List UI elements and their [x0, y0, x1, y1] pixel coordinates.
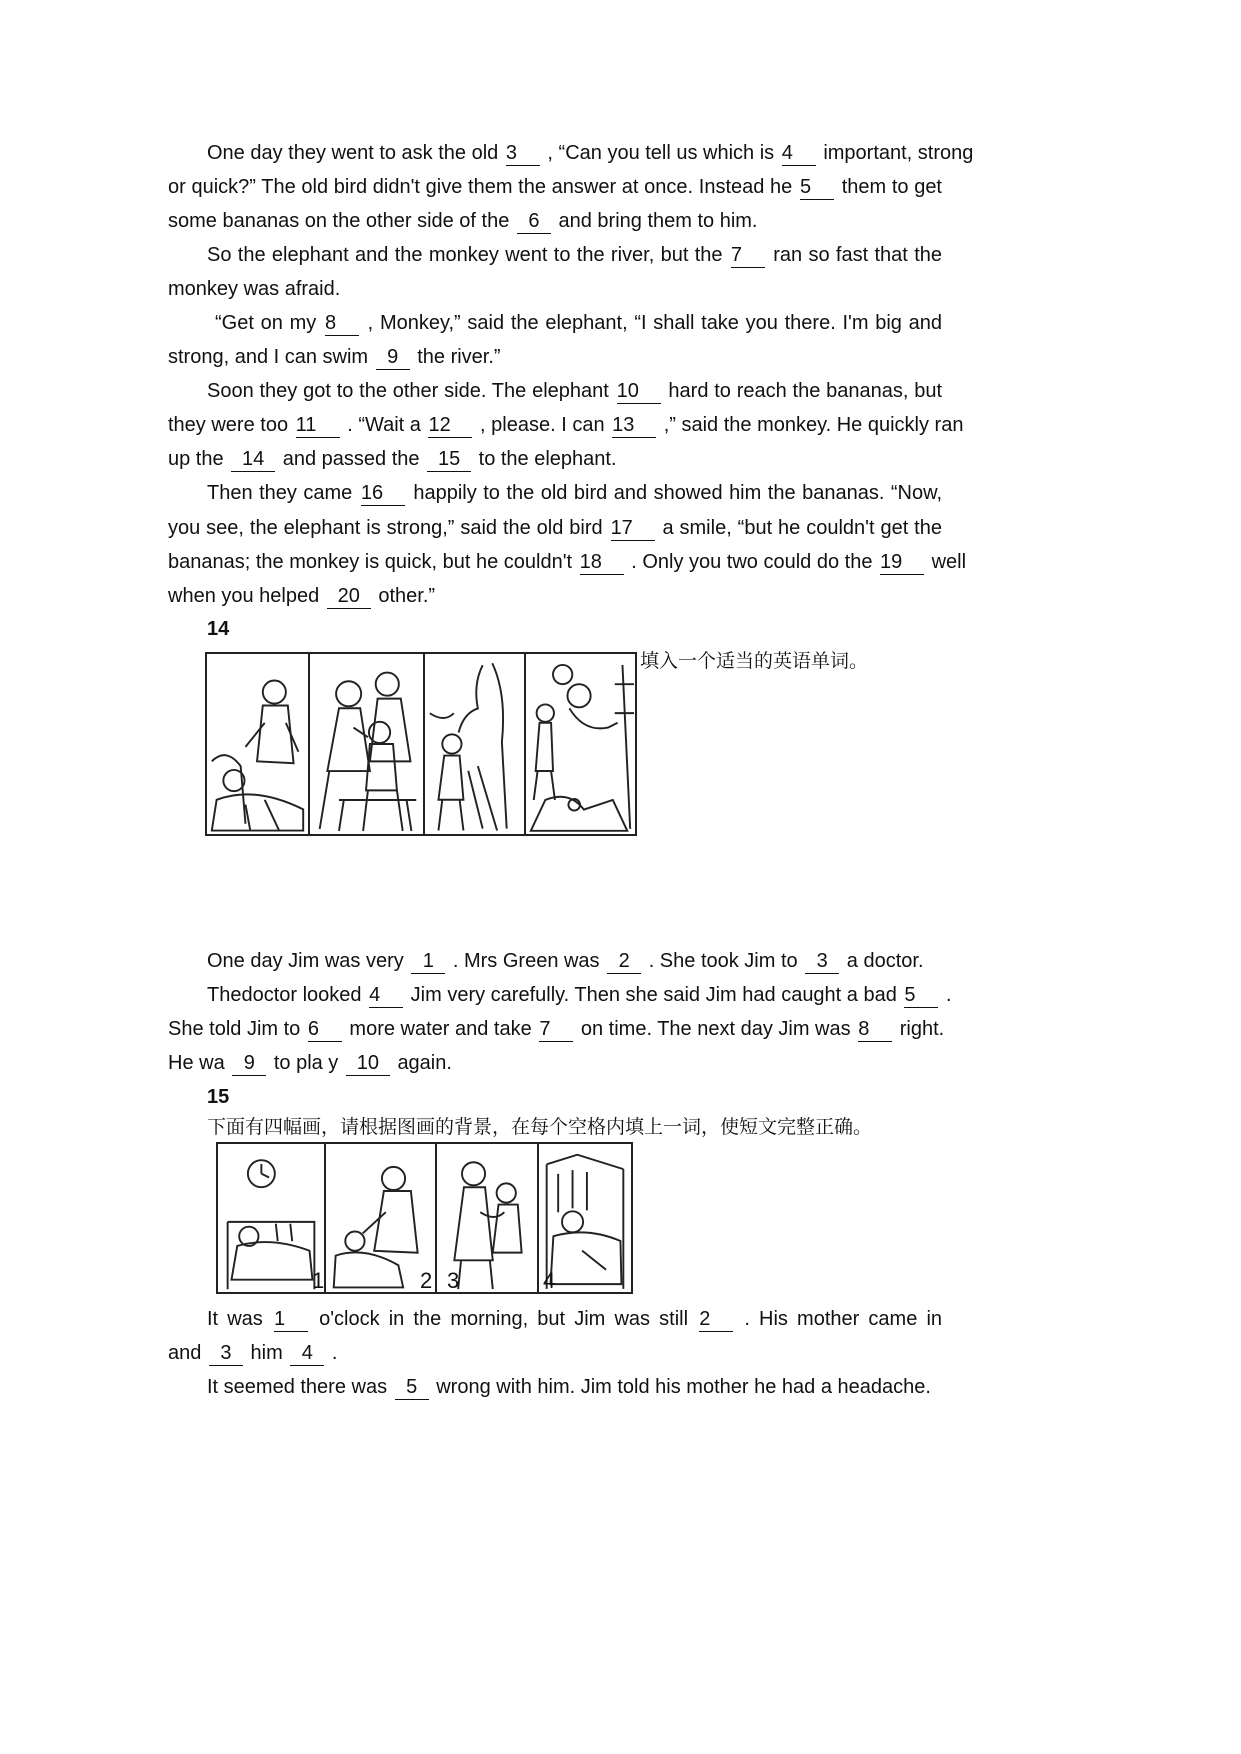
answer-blank-3[interactable]: 3: [805, 949, 839, 974]
text-line: [207, 136, 974, 170]
text-segment: and: [168, 1342, 202, 1364]
answer-blank-5[interactable]: 5: [904, 983, 938, 1008]
text-line: [168, 1336, 337, 1370]
q14-panel-boys-playing: [524, 652, 637, 836]
text-segment: .: [945, 984, 952, 1006]
text-segment: him: [250, 1342, 283, 1364]
text-segment: She told Jim to: [168, 1018, 301, 1040]
text-segment: . She took Jim to: [648, 950, 798, 972]
text-segment: a smile, “but he couldn't get the: [662, 517, 942, 539]
text-segment: “Get on my: [215, 312, 317, 334]
question-14-instruction: 填入一个适当的英语单词。: [640, 650, 869, 672]
answer-blank-8[interactable]: 8: [858, 1017, 892, 1042]
text-segment: to the elephant.: [478, 448, 617, 470]
q14-panel-sick-boy: [205, 652, 310, 836]
text-segment: strong, and I can swim: [168, 346, 369, 368]
answer-blank-20[interactable]: 20: [327, 584, 371, 609]
q15-panel-label-3: 3: [447, 1268, 460, 1293]
text-segment: Then they came: [207, 482, 353, 504]
answer-blank-12[interactable]: 12: [428, 413, 472, 438]
answer-blank-4[interactable]: 4: [782, 141, 816, 166]
answer-blank-6[interactable]: 6: [517, 209, 551, 234]
text-line: [168, 511, 942, 545]
q15-panel-label-4: 4: [543, 1268, 556, 1293]
text-segment: bananas; the monkey is quick, but he couldn't: [168, 551, 573, 573]
q15-panel-1-clock-bed: [216, 1142, 326, 1294]
answer-blank-18[interactable]: 18: [580, 550, 624, 575]
text-line: [168, 579, 435, 613]
text-segment: .: [331, 1342, 338, 1364]
text-line: [207, 1370, 931, 1404]
q14-panel-doctor-visit: [308, 652, 425, 836]
question-number-14: 14: [207, 618, 230, 640]
text-segment: or quick?” The old bird didn't give them the answer at once. Instead he: [168, 176, 793, 198]
text-segment: . His mother came in: [744, 1308, 943, 1330]
answer-blank-17[interactable]: 17: [611, 516, 655, 541]
answer-blank-5[interactable]: 5: [395, 1375, 429, 1400]
text-line: [215, 306, 942, 340]
text-segment: important, strong: [823, 142, 974, 164]
text-segment: they were too: [168, 414, 289, 436]
text-segment: Thedoctor looked: [207, 984, 362, 1006]
answer-blank-19[interactable]: 19: [880, 550, 924, 575]
text-segment: . Mrs Green was: [452, 950, 600, 972]
text-line: [168, 442, 617, 476]
answer-blank-1[interactable]: 1: [411, 949, 445, 974]
answer-blank-7[interactable]: 7: [731, 243, 765, 268]
text-line: [168, 340, 501, 374]
text-segment: a doctor.: [846, 950, 924, 972]
text-segment: So the elephant and the monkey went to the river, but the: [207, 244, 723, 266]
text-segment: He wa: [168, 1052, 225, 1074]
answer-blank-2[interactable]: 2: [607, 949, 641, 974]
answer-blank-15[interactable]: 15: [427, 447, 471, 472]
text-segment: and passed the: [282, 448, 420, 470]
text-segment: well: [931, 551, 967, 573]
text-segment: up the: [168, 448, 224, 470]
answer-blank-10[interactable]: 10: [346, 1051, 390, 1076]
text-segment: Soon they got to the other side. The elephant: [207, 380, 609, 402]
answer-blank-16[interactable]: 16: [361, 481, 405, 506]
text-segment: It seemed there was: [207, 1376, 388, 1398]
text-line: [207, 374, 942, 408]
text-line: [207, 476, 942, 510]
text-line: [168, 272, 340, 306]
text-segment: when you helped: [168, 585, 320, 607]
question-15-instruction: 下面有四幅画，请根据图画的背景，在每个空格内填上一词，使短文完整正确。: [207, 1116, 873, 1138]
text-segment: . “Wait a: [347, 414, 421, 436]
answer-blank-11[interactable]: 11: [296, 413, 340, 438]
text-segment: happily to the old bird and showed him the bananas. “Now,: [413, 482, 943, 504]
text-line: [207, 978, 952, 1012]
text-line: [168, 1012, 945, 1046]
answer-blank-9[interactable]: 9: [376, 345, 410, 370]
text-segment: ,” said the monkey. He quickly ran: [663, 414, 964, 436]
q14-picture-strip: [205, 652, 637, 836]
text-line: [168, 408, 964, 442]
text-segment: them to get: [841, 176, 942, 198]
answer-blank-5[interactable]: 5: [800, 175, 834, 200]
answer-blank-13[interactable]: 13: [612, 413, 656, 438]
text-segment: , “Can you tell us which is: [547, 142, 775, 164]
answer-blank-1[interactable]: 1: [274, 1307, 308, 1332]
text-segment: some bananas on the other side of the: [168, 210, 510, 232]
text-segment: One day Jim was very: [207, 950, 404, 972]
text-segment: to pla y: [273, 1052, 339, 1074]
text-segment: It was: [207, 1308, 263, 1330]
text-line: [168, 170, 942, 204]
answer-blank-4[interactable]: 4: [290, 1341, 324, 1366]
text-line: [168, 1046, 452, 1080]
text-segment: wrong with him. Jim told his mother he had a headache.: [436, 1376, 931, 1398]
text-segment: o'clock in the morning, but Jim was still: [319, 1308, 689, 1330]
text-segment: , please. I can: [480, 414, 605, 436]
q15-panel-label-2: 2: [420, 1268, 433, 1293]
question-number-15: 15: [207, 1086, 230, 1108]
text-segment: , Monkey,” said the elephant, “I shall take you there. I'm big and: [367, 312, 942, 334]
answer-blank-8[interactable]: 8: [325, 311, 359, 336]
text-segment: One day they went to ask the old: [207, 142, 499, 164]
text-segment: monkey was afraid.: [168, 278, 341, 300]
text-line: [207, 238, 942, 272]
text-segment: more water and take: [349, 1018, 532, 1040]
text-segment: ran so fast that the: [773, 244, 942, 266]
answer-blank-2[interactable]: 2: [699, 1307, 733, 1332]
text-segment: hard to reach the bananas, but: [668, 380, 943, 402]
answer-blank-14[interactable]: 14: [231, 447, 275, 472]
text-line: [168, 204, 757, 238]
text-segment: the river.”: [417, 346, 501, 368]
answer-blank-9[interactable]: 9: [232, 1051, 266, 1076]
answer-blank-10[interactable]: 10: [617, 379, 661, 404]
text-segment: Jim very carefully. Then she said Jim had caught a bad: [410, 984, 897, 1006]
q15-picture-strip: [216, 1142, 633, 1294]
text-segment: on time. The next day Jim was: [580, 1018, 851, 1040]
text-segment: and bring them to him.: [558, 210, 758, 232]
answer-blank-3[interactable]: 3: [506, 141, 540, 166]
text-line: [207, 1302, 942, 1336]
text-line: [168, 545, 967, 579]
q15-panel-label-1: 1: [312, 1268, 325, 1293]
text-segment: you see, the elephant is strong,” said the old bird: [168, 517, 603, 539]
answer-blank-6[interactable]: 6: [308, 1017, 342, 1042]
q14-panel-boy-recovering: [423, 652, 526, 836]
text-segment: . Only you two could do the: [631, 551, 873, 573]
text-segment: again.: [397, 1052, 452, 1074]
answer-blank-7[interactable]: 7: [539, 1017, 573, 1042]
text-line: [207, 944, 924, 978]
answer-blank-3[interactable]: 3: [209, 1341, 243, 1366]
answer-blank-4[interactable]: 4: [369, 983, 403, 1008]
text-segment: right.: [899, 1018, 945, 1040]
text-segment: other.”: [378, 585, 436, 607]
